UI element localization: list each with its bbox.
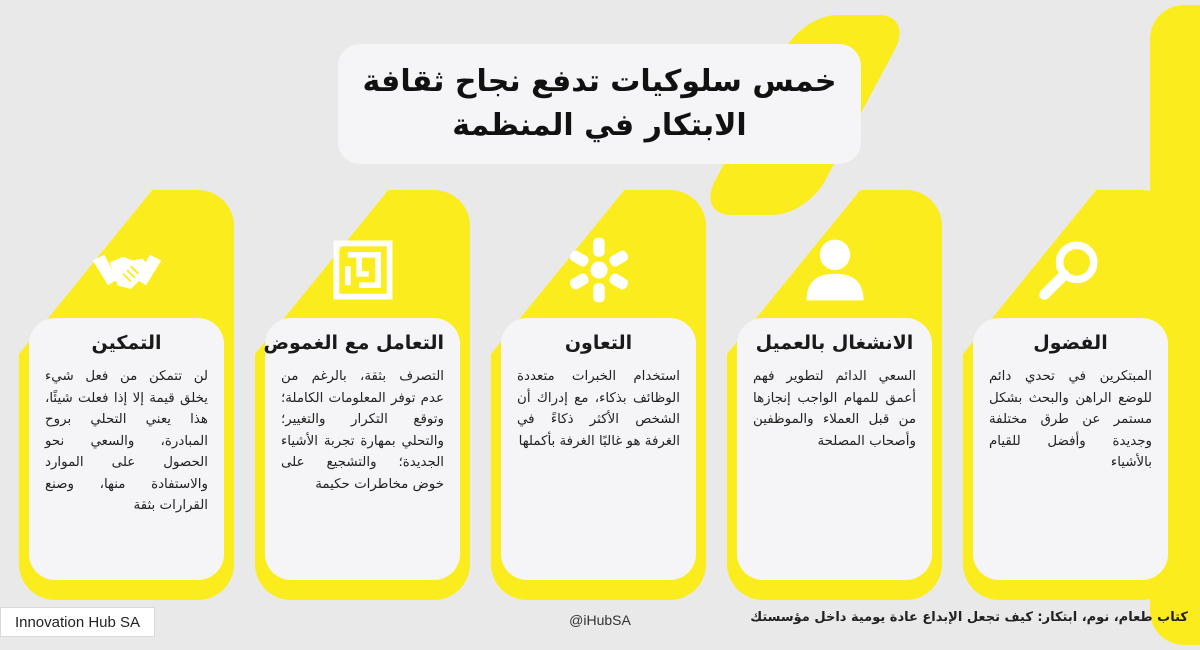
card-body: لن تتمكن من فعل شيء يخلق قيمة إلا إذا فعلت شيئًا، هذا يعني التحلي بروح المبادرة، والسعي نحو الحصول على الموارد والاستفادة منها، وصنع القرارات بثقة [45, 369, 208, 513]
maze-icon [325, 232, 401, 308]
title-panel [338, 44, 861, 164]
card-title: التمكين [91, 332, 162, 354]
card-curiosity [963, 190, 1178, 600]
user-icon [797, 232, 873, 308]
card-empowerment [19, 190, 234, 600]
page-title-line-2: الابتكار في المنظمة [452, 108, 747, 143]
card-ambiguity [255, 190, 470, 600]
source-citation: كتاب طعام، نوم، ابتكار: كيف تجعل الإبداع عادة يومية داخل مؤسستك [750, 610, 1188, 625]
card-body: المبتكرين في تحدي دائم للوضع الراهن والبحث بشكل مستمر عن طرق مختلفة وجديدة وأفضل للقيام بالأشياء [989, 369, 1152, 470]
card-panel [265, 318, 460, 580]
magnifier-icon [1033, 232, 1109, 308]
handshake-icon [89, 232, 165, 308]
card-panel [501, 318, 696, 580]
card-customer-obsession [727, 190, 942, 600]
card-title: الفضول [1033, 332, 1108, 354]
joined-hands-icon [561, 232, 637, 308]
card-title: الانشغال بالعميل [755, 332, 914, 354]
card-panel [973, 318, 1168, 580]
social-handle: @iHubSA [569, 612, 631, 628]
card-panel [29, 318, 224, 580]
card-title: التعامل مع الغموض [263, 332, 444, 354]
card-body: التصرف بثقة، بالرغم من عدم توفر المعلومات الكاملة؛ وتوقع التكرار والتغيير؛ والتحلي بمهارة تجربة الأشياء الجديدة؛ والتشجيع على خوض مخاطرات حكيمة [281, 369, 444, 492]
card-collaboration [491, 190, 706, 600]
card-body: استخدام الخبرات متعددة الوظائف بذكاء، مع إدراك أن الشخص الأكثر ذكاءً في الغرفة هو غالبًا الغرفة بأكملها [517, 369, 680, 449]
card-body: السعي الدائم لتطوير فهم أعمق للمهام الواجب إنجازها من قبل العملاء والموظفين وأصحاب المصلحة [753, 369, 916, 449]
card-panel [737, 318, 932, 580]
page-title-line-1: خمس سلوكيات تدفع نجاح ثقافة [362, 64, 837, 99]
brand-label: Innovation Hub SA [0, 607, 155, 637]
card-title: التعاون [564, 332, 633, 354]
